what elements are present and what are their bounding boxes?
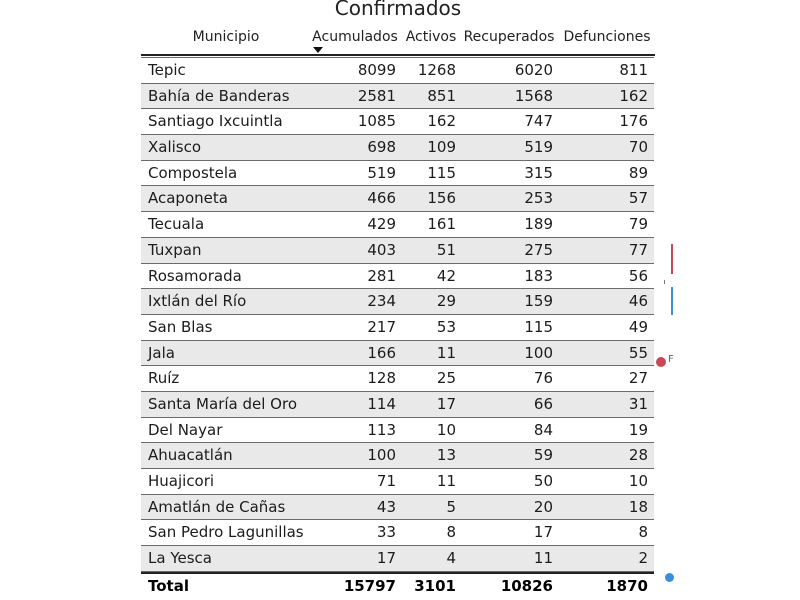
- cell-activos: 851: [427, 86, 456, 105]
- cell-recuperados: 189: [524, 215, 553, 234]
- cell-recuperados: 115: [524, 317, 553, 336]
- cell-municipio: Tecuala: [148, 215, 205, 234]
- cell-activos: 8: [446, 523, 456, 542]
- cell-activos: 5: [446, 497, 456, 516]
- cell-acumulados: 429: [367, 215, 396, 234]
- cell-activos: 29: [436, 292, 456, 311]
- table-row[interactable]: [141, 495, 654, 521]
- table-row[interactable]: [141, 520, 654, 546]
- cell-acumulados: 1085: [357, 112, 396, 131]
- cell-municipio: Huajicori: [148, 472, 215, 490]
- cell-municipio: Xalisco: [148, 138, 202, 157]
- cell-acumulados: 281: [367, 266, 396, 285]
- cell-recuperados: 253: [524, 189, 553, 208]
- col-header-municipio[interactable]: Municipio: [192, 29, 260, 45]
- table-row[interactable]: [141, 212, 654, 238]
- cell-municipio: Ahuacatlán: [148, 446, 233, 465]
- col-header-recuperados[interactable]: Recuperados: [463, 29, 555, 45]
- col-header-acumulados[interactable]: Acumulados: [312, 29, 398, 45]
- cell-recuperados: 17: [533, 523, 553, 542]
- cell-defunciones: 162: [619, 86, 648, 105]
- table-row[interactable]: [141, 289, 654, 315]
- table-row[interactable]: [141, 238, 654, 264]
- legend-red-dot-icon: [656, 357, 666, 367]
- cell-municipio: Jala: [148, 343, 175, 362]
- total-cell-defunciones: 1870: [606, 576, 648, 595]
- cell-activos: 10: [436, 420, 456, 439]
- cell-activos: 11: [436, 472, 456, 490]
- cell-defunciones: 19: [628, 420, 648, 439]
- total-cell-municipio: Total: [148, 576, 189, 595]
- cell-defunciones: 56: [628, 266, 648, 285]
- cell-acumulados: 217: [367, 317, 396, 336]
- col-header-activos[interactable]: Activos: [405, 29, 457, 45]
- cell-defunciones: 55: [628, 343, 648, 362]
- cell-acumulados: 100: [367, 446, 396, 465]
- partial-blue-bar: [671, 287, 673, 315]
- cell-activos: 13: [436, 446, 456, 465]
- cell-acumulados: 466: [367, 189, 396, 208]
- total-cell-acumulados: 15797: [343, 576, 396, 595]
- cell-activos: 1268: [417, 61, 456, 79]
- table-row[interactable]: [141, 315, 654, 341]
- table-row[interactable]: [141, 341, 654, 367]
- cell-activos: 53: [436, 317, 456, 336]
- cell-recuperados: 275: [524, 240, 553, 259]
- table-row[interactable]: [141, 366, 654, 392]
- cell-municipio: Compostela: [148, 163, 238, 182]
- cell-recuperados: 183: [524, 266, 553, 285]
- cell-activos: 11: [436, 343, 456, 362]
- cell-recuperados: 59: [533, 446, 553, 465]
- cell-recuperados: 6020: [514, 61, 553, 79]
- cell-defunciones: 28: [628, 446, 648, 465]
- header-divider: [141, 54, 655, 56]
- cell-activos: 156: [427, 189, 456, 208]
- cell-acumulados: 71: [376, 472, 396, 490]
- cell-activos: 115: [427, 163, 456, 182]
- cell-acumulados: 113: [367, 420, 396, 439]
- cell-defunciones: 57: [628, 189, 648, 208]
- partial-axis-tick: [664, 280, 665, 284]
- cell-recuperados: 50: [533, 472, 553, 490]
- cell-acumulados: 128: [367, 369, 396, 388]
- cell-acumulados: 519: [367, 163, 396, 182]
- cell-acumulados: 8099: [357, 61, 396, 79]
- cell-activos: 109: [427, 138, 456, 157]
- cell-defunciones: 176: [619, 112, 648, 131]
- cell-acumulados: 43: [376, 497, 396, 516]
- cell-defunciones: 46: [628, 292, 648, 311]
- table-row[interactable]: [141, 161, 654, 187]
- table-row[interactable]: [141, 443, 654, 469]
- cell-acumulados: 403: [367, 240, 396, 259]
- cell-recuperados: 84: [533, 420, 553, 439]
- total-row: [141, 572, 654, 599]
- cell-activos: 17: [436, 394, 456, 413]
- cell-recuperados: 1568: [514, 86, 553, 105]
- cell-recuperados: 159: [524, 292, 553, 311]
- cell-defunciones: 811: [619, 61, 648, 79]
- cell-acumulados: 33: [376, 523, 396, 542]
- table-body: [141, 57, 654, 598]
- table-row[interactable]: [141, 84, 654, 110]
- cell-municipio: Santa María del Oro: [148, 394, 297, 413]
- cell-municipio: Tepic: [148, 61, 186, 79]
- cell-municipio: Ruíz: [148, 369, 180, 388]
- cell-recuperados: 100: [524, 343, 553, 362]
- cell-recuperados: 11: [533, 549, 553, 568]
- cell-recuperados: 747: [524, 112, 553, 131]
- cell-municipio: La Yesca: [148, 549, 212, 568]
- table-row[interactable]: [141, 57, 654, 84]
- legend-blue-dot-icon: [665, 573, 674, 582]
- cell-defunciones: 10: [628, 472, 648, 490]
- total-cell-recuperados: 10826: [500, 576, 553, 595]
- cell-acumulados: 698: [367, 138, 396, 157]
- table-row[interactable]: [141, 264, 654, 290]
- cell-defunciones: 49: [628, 317, 648, 336]
- cell-recuperados: 66: [533, 394, 553, 413]
- partial-legend-text: F: [668, 354, 674, 365]
- cell-activos: 42: [436, 266, 456, 285]
- cell-recuperados: 20: [533, 497, 553, 516]
- cell-recuperados: 519: [524, 138, 553, 157]
- cell-activos: 25: [436, 369, 456, 388]
- cell-acumulados: 2581: [357, 86, 396, 105]
- cell-municipio: Tuxpan: [148, 240, 202, 259]
- partial-red-bar: [671, 244, 673, 274]
- table-row[interactable]: [141, 469, 654, 495]
- cell-municipio: Bahía de Banderas: [148, 86, 290, 105]
- cell-defunciones: 77: [628, 240, 648, 259]
- cell-acumulados: 166: [367, 343, 396, 362]
- cell-acumulados: 17: [376, 549, 396, 568]
- cell-activos: 51: [436, 240, 456, 259]
- cell-acumulados: 114: [367, 394, 396, 413]
- table-row[interactable]: [141, 186, 654, 212]
- table-row[interactable]: [141, 135, 654, 161]
- cell-defunciones: 18: [628, 497, 648, 516]
- cell-defunciones: 2: [638, 549, 648, 568]
- cell-defunciones: 8: [638, 523, 648, 542]
- sort-descending-icon[interactable]: [313, 47, 323, 53]
- total-cell-activos: 3101: [414, 576, 456, 595]
- cell-activos: 4: [446, 549, 456, 568]
- cell-activos: 161: [427, 215, 456, 234]
- cell-municipio: Ixtlán del Río: [148, 292, 247, 311]
- cell-defunciones: 70: [628, 138, 648, 157]
- table-title: Confirmados: [334, 0, 462, 20]
- cell-activos: 162: [427, 112, 456, 131]
- cell-defunciones: 79: [628, 215, 648, 234]
- cell-defunciones: 31: [628, 394, 648, 413]
- table-row[interactable]: [141, 109, 654, 135]
- table-row[interactable]: [141, 392, 654, 418]
- cell-acumulados: 234: [367, 292, 396, 311]
- cell-defunciones: 89: [628, 163, 648, 182]
- cell-municipio: San Pedro Lagunillas: [148, 523, 304, 542]
- table-row[interactable]: [141, 546, 654, 572]
- col-header-defunciones[interactable]: Defunciones: [563, 29, 651, 45]
- cell-municipio: Del Nayar: [148, 420, 223, 439]
- cell-defunciones: 27: [628, 369, 648, 388]
- cell-recuperados: 315: [524, 163, 553, 182]
- cell-municipio: Santiago Ixcuintla: [148, 112, 283, 131]
- table-row[interactable]: [141, 418, 654, 444]
- cell-municipio: Acaponeta: [148, 189, 228, 208]
- cell-municipio: Rosamorada: [148, 266, 242, 285]
- cell-municipio: Amatlán de Cañas: [148, 497, 286, 516]
- cell-recuperados: 76: [533, 369, 553, 388]
- cell-municipio: San Blas: [148, 317, 213, 336]
